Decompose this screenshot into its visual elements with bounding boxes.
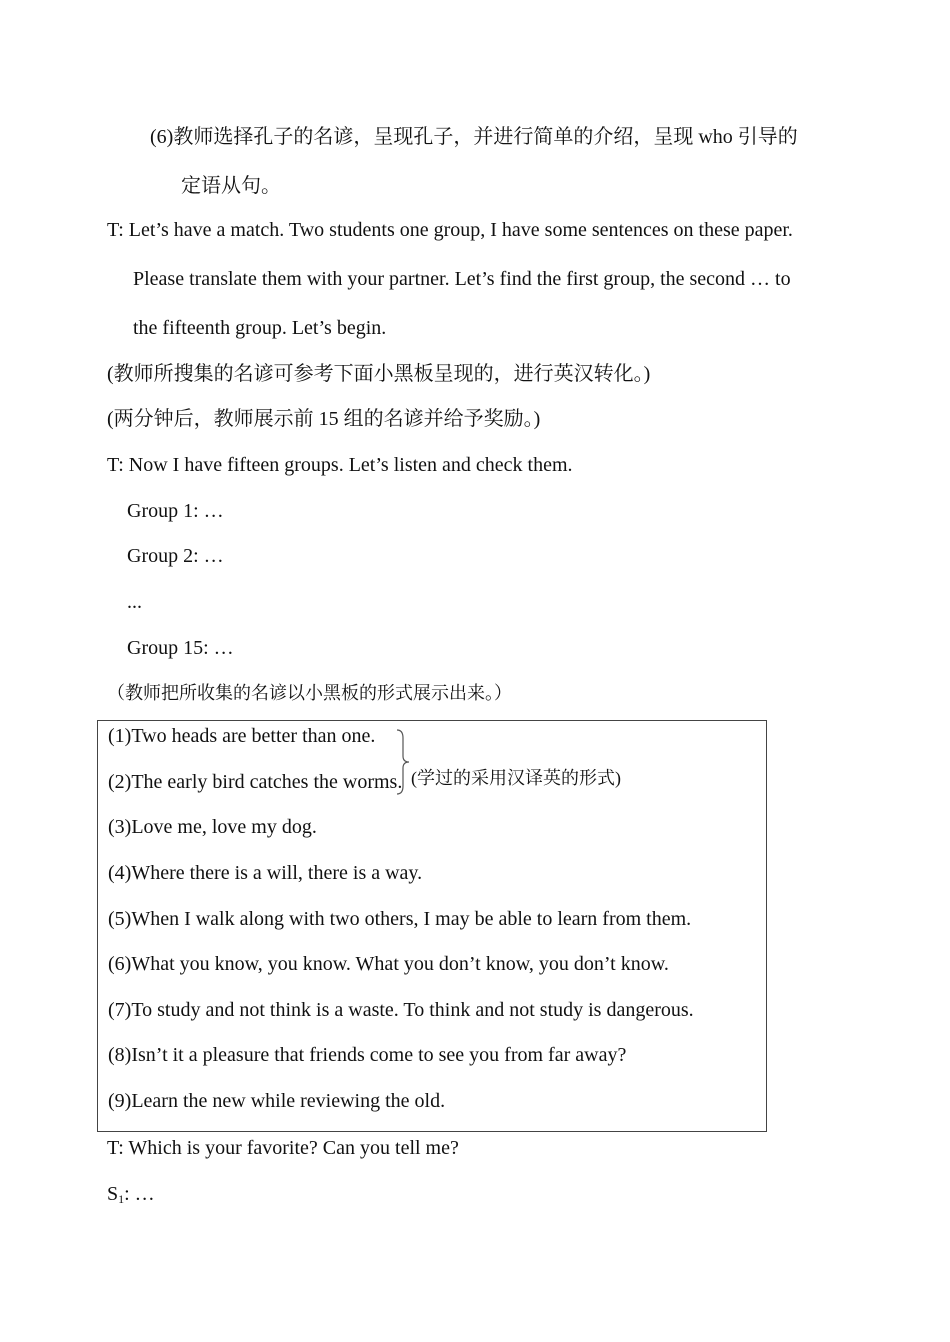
intro-line-2: 定语从句。 xyxy=(181,175,281,197)
teacher-match-line-3: the fifteenth group. Let’s begin. xyxy=(133,317,387,339)
note-reward: (两分钟后，教师展示前 15 组的名谚并给予奖励。) xyxy=(107,408,541,430)
student-line xyxy=(107,1181,155,1212)
group-line: Group 2: … xyxy=(127,545,224,567)
group-line: ... xyxy=(127,591,142,613)
student-label: S xyxy=(107,1183,119,1205)
proverb-item: (9)Learn the new while reviewing the old. xyxy=(108,1090,446,1112)
proverb-item: (1)Two heads are better than one. xyxy=(108,725,376,747)
proverb-item: (4)Where there is a will, there is a way. xyxy=(108,862,423,884)
proverb-item: (7)To study and not think is a waste. To think and not study is dangerous. xyxy=(108,999,694,1021)
proverb-item: (3)Love me, love my dog. xyxy=(108,816,317,838)
proverb-item: (8)Isn’t it a pleasure that friends come to see you from far away? xyxy=(108,1044,627,1066)
proverb-item: (2)The early bird catches the worms. xyxy=(108,771,403,793)
student-subscript: 1 xyxy=(118,1192,125,1206)
intro-line-1: (6)教师选择孔子的名谚，呈现孔子，并进行简单的介绍，呈现 who 引导的 xyxy=(150,126,798,148)
group-line: Group 15: … xyxy=(127,637,234,659)
teacher-check-line: T: Now I have fifteen groups. Let’s listen and check them. xyxy=(107,454,573,476)
teacher-match-line-1: T: Let’s have a match. Two students one group, I have some sentences on these paper. xyxy=(107,219,793,241)
right-brace-icon xyxy=(395,728,411,796)
note-blackboard: （教师把所收集的名谚以小黑板的形式展示出来。） xyxy=(107,683,512,703)
proverb-item: (6)What you know, you know. What you don’t know, you don’t know. xyxy=(108,953,669,975)
teacher-question: T: Which is your favorite? Can you tell me? xyxy=(107,1137,459,1159)
student-response: : … xyxy=(124,1183,155,1205)
note-collect: (教师所搜集的名谚可参考下面小黑板呈现的，进行英汉转化。) xyxy=(107,363,651,385)
teacher-match-line-2: Please translate them with your partner. Let’s find the first group, the second … to xyxy=(133,268,791,290)
bracket-note: (学过的采用汉译英的形式) xyxy=(411,768,621,788)
group-line: Group 1: … xyxy=(127,500,224,522)
proverb-item: (5)When I walk along with two others, I may be able to learn from them. xyxy=(108,908,692,930)
